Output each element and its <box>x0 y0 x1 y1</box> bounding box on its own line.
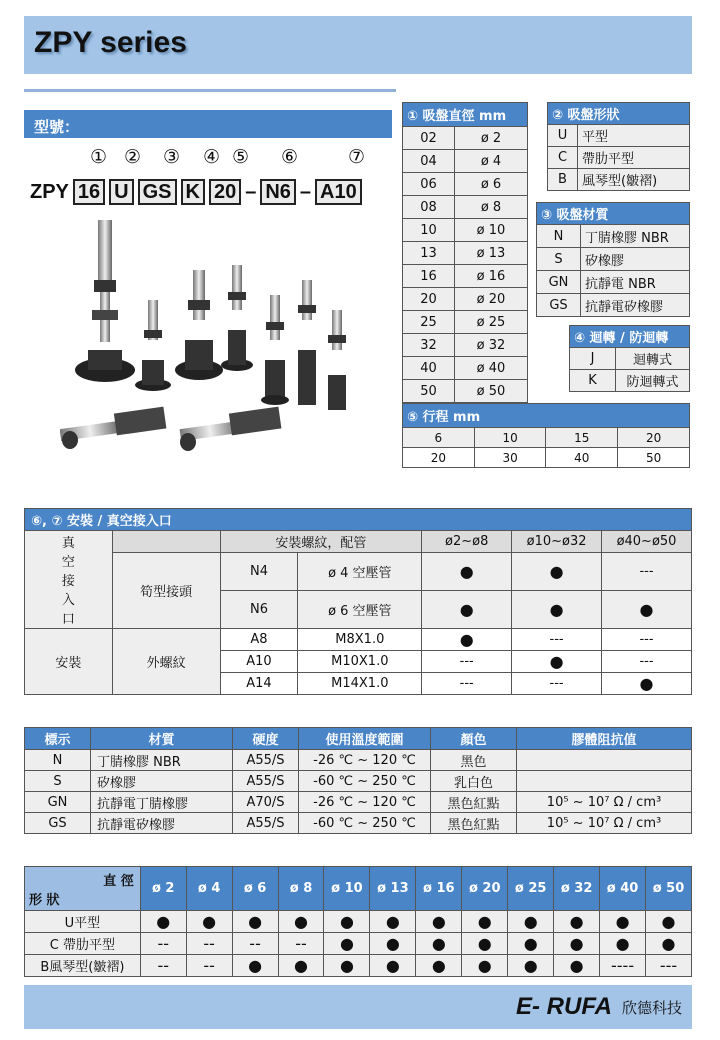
avail-mark: ● <box>462 911 508 933</box>
shape-row <box>548 147 690 169</box>
mount-thread: M10X1.0 <box>298 651 422 673</box>
props-cell: -26 ℃ ~ 120 ℃ <box>299 750 431 771</box>
stroke-value: 20 <box>403 448 475 468</box>
avail-mark: ---- <box>600 955 646 977</box>
diameter-row <box>403 242 528 265</box>
vacuum-inlet-char: 接 <box>61 574 75 589</box>
material-table-title: ③ 吸盤材質 <box>537 203 690 225</box>
size-header: ø 32 <box>554 867 600 911</box>
code-prefix: ZPY <box>30 180 69 203</box>
avail-mark: ● <box>370 933 416 955</box>
avail-mark: ● <box>512 553 602 591</box>
diameter-value: ø 6 <box>455 173 528 196</box>
range-header: ø40~ø50 <box>602 531 692 553</box>
avail-mark: ● <box>232 955 278 977</box>
avail-shape: C 帶肋平型 <box>25 933 141 955</box>
logo-text: E- RUFA <box>515 993 612 1020</box>
props-cell: 抗靜電矽橡膠 <box>91 813 233 834</box>
vacuum-pad-image <box>75 220 135 382</box>
avail-mark: ● <box>508 933 554 955</box>
props-cell: 抗靜電丁腈橡膠 <box>91 792 233 813</box>
diameter-row <box>403 334 528 357</box>
stroke-table-title: ⑤ 行程 mm <box>403 404 690 428</box>
diameter-code: 02 <box>403 127 455 150</box>
diameter-code: 06 <box>403 173 455 196</box>
rotation-name: 防迴轉式 <box>616 370 690 392</box>
shape-code: U <box>548 125 578 147</box>
props-cell: 丁腈橡膠 NBR <box>91 750 233 771</box>
props-cell: 10⁵ ~ 10⁷ Ω / cm³ <box>517 792 692 813</box>
avail-mark: ● <box>554 955 600 977</box>
props-cell <box>517 750 692 771</box>
mount-code: A8 <box>220 629 298 651</box>
size-header: ø 50 <box>646 867 692 911</box>
divider <box>24 89 396 92</box>
props-header: 顏色 <box>431 728 517 750</box>
diameter-row <box>403 288 528 311</box>
diameter-value: ø 13 <box>455 242 528 265</box>
avail-shape: U平型 <box>25 911 141 933</box>
avail-mark: ● <box>416 911 462 933</box>
avail-mark: ● <box>462 933 508 955</box>
props-cell: 乳白色 <box>431 771 517 792</box>
avail-mark: ● <box>646 933 692 955</box>
rotation-table-title: ④ 迴轉 / 防迴轉 <box>570 326 690 348</box>
avail-mark: ● <box>422 629 512 651</box>
avail-row <box>25 933 692 955</box>
vacuum-pad-image <box>261 295 289 405</box>
size-header: ø 8 <box>278 867 324 911</box>
avail-mark: ● <box>370 911 416 933</box>
code-dash: – <box>245 180 257 203</box>
rotation-code: K <box>570 370 616 392</box>
stroke-code: 6 <box>403 428 475 448</box>
company-name: 欣德科技 <box>621 999 682 1017</box>
diameter-value: ø 8 <box>455 196 528 219</box>
avail-mark: ● <box>370 955 416 977</box>
size-header: ø 4 <box>186 867 232 911</box>
material-code: N <box>537 225 581 248</box>
shape-table-title: ② 吸盤形狀 <box>548 103 690 125</box>
props-row <box>25 792 692 813</box>
size-header: ø 25 <box>508 867 554 911</box>
props-header: 標示 <box>25 728 91 750</box>
mount-col-header: 安裝螺紋，配管 <box>220 531 422 553</box>
avail-mark: ● <box>278 955 324 977</box>
diameter-code: 50 <box>403 380 455 403</box>
avail-mark: -- <box>232 933 278 955</box>
diameter-value: ø 40 <box>455 357 528 380</box>
diameter-code: 16 <box>403 265 455 288</box>
stroke-value: 40 <box>546 448 618 468</box>
code-shape: U <box>109 179 133 205</box>
props-row <box>25 813 692 834</box>
size-header: ø 13 <box>370 867 416 911</box>
avail-mark: ● <box>508 911 554 933</box>
material-code: GS <box>537 294 581 317</box>
diameter-value: ø 4 <box>455 150 528 173</box>
diameter-code: 20 <box>403 288 455 311</box>
circle-7: ⑦ <box>348 146 366 168</box>
corner-bottom: 形 狀 <box>29 892 60 908</box>
avail-mark: --- <box>422 673 512 695</box>
rotation-row <box>570 370 690 392</box>
circle-2: ② <box>124 146 142 168</box>
diameter-value: ø 25 <box>455 311 528 334</box>
circle-5: ⑤ <box>232 146 250 168</box>
diameter-value: ø 2 <box>455 127 528 150</box>
shape-code: C <box>548 147 578 169</box>
diameter-row <box>403 219 528 242</box>
size-header: ø 2 <box>140 867 186 911</box>
shape-table <box>547 102 690 191</box>
material-row <box>537 271 690 294</box>
shape-name: 帶肋平型 <box>578 147 690 169</box>
avail-mark: -- <box>186 933 232 955</box>
shape-name: 平型 <box>578 125 690 147</box>
avail-mark: ● <box>600 911 646 933</box>
vacuum-type: 筍型接頭 <box>112 553 220 629</box>
shape-row <box>548 125 690 147</box>
diameter-value: ø 32 <box>455 334 528 357</box>
rotation-table <box>569 325 690 392</box>
props-row <box>25 750 692 771</box>
circle-6: ⑥ <box>281 146 299 168</box>
material-name: 抗靜電矽橡膠 <box>581 294 690 317</box>
shape-name: 風琴型(皺褶) <box>578 169 690 191</box>
diameter-row <box>403 380 528 403</box>
vacuum-inlet-char: 空 <box>61 555 75 570</box>
mount-type: 外螺紋 <box>112 629 220 695</box>
size-header: ø 6 <box>232 867 278 911</box>
avail-mark: ● <box>278 911 324 933</box>
diameter-value: ø 20 <box>455 288 528 311</box>
avail-mark: --- <box>602 553 692 591</box>
vacuum-pad-image <box>328 310 346 410</box>
vacuum-pad-image <box>135 300 171 391</box>
diameter-code: 08 <box>403 196 455 219</box>
props-cell: GN <box>25 792 91 813</box>
mount-thread: M8X1.0 <box>298 629 422 651</box>
diameter-row <box>403 150 528 173</box>
props-cell: A55/S <box>233 750 299 771</box>
avail-mark: ● <box>508 955 554 977</box>
avail-mark: ● <box>324 911 370 933</box>
stroke-code: 15 <box>546 428 618 448</box>
material-code: S <box>537 248 581 271</box>
shape-row <box>548 169 690 191</box>
avail-mark: ● <box>602 673 692 695</box>
avail-mark: ● <box>554 933 600 955</box>
model-label: 型號： <box>34 118 80 136</box>
props-header: 使用溫度範圍 <box>299 728 431 750</box>
material-row <box>537 248 690 271</box>
vac-code: N6 <box>220 591 298 629</box>
avail-mark: --- <box>422 651 512 673</box>
rotation-row <box>570 348 690 370</box>
diameter-code: 40 <box>403 357 455 380</box>
range-header: ø10~ø32 <box>512 531 602 553</box>
diameter-row <box>403 173 528 196</box>
rotation-code: J <box>570 348 616 370</box>
mount-table-title: ⑥, ⑦ 安裝 / 真空接入口 <box>25 509 692 531</box>
material-row <box>537 294 690 317</box>
stroke-code: 20 <box>618 428 690 448</box>
vacuum-inlet-group <box>25 531 113 629</box>
material-props-table <box>24 727 692 834</box>
material-name: 丁腈橡膠 NBR <box>581 225 690 248</box>
circle-3: ③ <box>163 146 181 168</box>
props-header: 膠體阻抗值 <box>517 728 692 750</box>
avail-mark: ● <box>422 591 512 629</box>
mount-code: A10 <box>220 651 298 673</box>
avail-mark: ● <box>186 911 232 933</box>
rotation-name: 迴轉式 <box>616 348 690 370</box>
size-header: ø 16 <box>416 867 462 911</box>
material-table <box>536 202 690 317</box>
vacuum-pad-image <box>298 280 316 405</box>
avail-mark: -- <box>186 955 232 977</box>
circle-1: ① <box>90 146 108 168</box>
code-vacuum: N6 <box>260 179 296 205</box>
avail-mark: ● <box>416 933 462 955</box>
avail-mark: --- <box>512 629 602 651</box>
mount-table <box>24 508 692 695</box>
avail-mark: -- <box>140 933 186 955</box>
stroke-value: 50 <box>618 448 690 468</box>
avail-mark: -- <box>140 955 186 977</box>
avail-mark: ● <box>646 911 692 933</box>
material-name: 抗靜電 NBR <box>581 271 690 294</box>
avail-mark: --- <box>602 629 692 651</box>
props-cell: S <box>25 771 91 792</box>
props-header: 硬度 <box>233 728 299 750</box>
vacuum-inlet-char: 真 <box>61 536 75 551</box>
code-rotation: K <box>181 179 205 205</box>
bracket-pad-image <box>60 407 166 449</box>
avail-mark: ● <box>554 911 600 933</box>
props-cell: 矽橡膠 <box>91 771 233 792</box>
availability-table <box>24 866 692 977</box>
diameter-row <box>403 311 528 334</box>
model-label-bar <box>24 110 392 138</box>
code-stroke: 20 <box>209 179 241 205</box>
diameter-code: 25 <box>403 311 455 334</box>
avail-shape: B風琴型(皺褶) <box>25 955 141 977</box>
avail-mark: ● <box>232 911 278 933</box>
avail-mark: ● <box>324 955 370 977</box>
stroke-code: 10 <box>474 428 546 448</box>
diameter-value: ø 16 <box>455 265 528 288</box>
code-diameter: 16 <box>73 179 105 205</box>
avail-mark: ● <box>512 651 602 673</box>
code-dash: – <box>299 180 312 203</box>
company-logo <box>516 993 682 1021</box>
diameter-value: ø 50 <box>455 380 528 403</box>
mount-code: A14 <box>220 673 298 695</box>
diameter-code: 10 <box>403 219 455 242</box>
stroke-table <box>402 403 690 468</box>
empty-header <box>112 531 220 553</box>
avail-mark: ● <box>602 591 692 629</box>
code-mount: A10 <box>315 179 362 205</box>
product-photo <box>60 210 390 460</box>
avail-mark: ● <box>512 591 602 629</box>
size-header: ø 10 <box>324 867 370 911</box>
props-cell: A70/S <box>233 792 299 813</box>
props-cell: -60 ℃ ~ 250 ℃ <box>299 813 431 834</box>
props-cell: 黑色紅點 <box>431 813 517 834</box>
range-header: ø2~ø8 <box>422 531 512 553</box>
diameter-row <box>403 196 528 219</box>
props-cell: -60 ℃ ~ 250 ℃ <box>299 771 431 792</box>
page-title: ZPY series <box>34 26 187 59</box>
size-header: ø 40 <box>600 867 646 911</box>
vacuum-pad-image <box>175 270 223 380</box>
diameter-code: 04 <box>403 150 455 173</box>
avail-corner <box>25 867 141 911</box>
diameter-row <box>403 357 528 380</box>
shape-code: B <box>548 169 578 191</box>
diameter-table <box>402 102 528 403</box>
vacuum-pad-image <box>221 265 253 371</box>
diameter-table-title: ① 吸盤直徑 mm <box>403 103 528 127</box>
stroke-value: 30 <box>474 448 546 468</box>
avail-mark: --- <box>602 651 692 673</box>
mount-group: 安裝 <box>25 629 113 695</box>
avail-mark: ● <box>140 911 186 933</box>
avail-row <box>25 911 692 933</box>
props-cell: -26 ℃ ~ 120 ℃ <box>299 792 431 813</box>
diameter-code: 13 <box>403 242 455 265</box>
avail-mark: ● <box>462 955 508 977</box>
material-code: GN <box>537 271 581 294</box>
vacuum-inlet-char: 口 <box>61 612 75 627</box>
diameter-row <box>403 127 528 150</box>
avail-mark: ● <box>324 933 370 955</box>
diameter-row <box>403 265 528 288</box>
avail-mark: -- <box>278 933 324 955</box>
mount-thread: M14X1.0 <box>298 673 422 695</box>
avail-mark: ● <box>600 933 646 955</box>
diameter-code: 32 <box>403 334 455 357</box>
size-header: ø 20 <box>462 867 508 911</box>
props-header: 材質 <box>91 728 233 750</box>
vac-desc: ø 6 空壓管 <box>298 591 422 629</box>
avail-mark: ● <box>416 955 462 977</box>
model-code <box>30 178 366 206</box>
props-cell: N <box>25 750 91 771</box>
circle-4: ④ <box>203 146 221 168</box>
avail-mark: --- <box>646 955 692 977</box>
props-cell: 黑色紅點 <box>431 792 517 813</box>
avail-mark: ● <box>422 553 512 591</box>
material-row <box>537 225 690 248</box>
props-cell: GS <box>25 813 91 834</box>
props-cell: A55/S <box>233 771 299 792</box>
vac-code: N4 <box>220 553 298 591</box>
props-cell <box>517 771 692 792</box>
code-material: GS <box>138 179 177 205</box>
bracket-pad-image <box>180 407 282 451</box>
avail-mark: --- <box>512 673 602 695</box>
props-row <box>25 771 692 792</box>
corner-top: 直 徑 <box>103 873 134 889</box>
props-cell: 黑色 <box>431 750 517 771</box>
diameter-value: ø 10 <box>455 219 528 242</box>
props-cell: 10⁵ ~ 10⁷ Ω / cm³ <box>517 813 692 834</box>
props-cell: A55/S <box>233 813 299 834</box>
avail-row <box>25 955 692 977</box>
vac-desc: ø 4 空壓管 <box>298 553 422 591</box>
material-name: 矽橡膠 <box>581 248 690 271</box>
vacuum-inlet-char: 入 <box>61 593 75 608</box>
